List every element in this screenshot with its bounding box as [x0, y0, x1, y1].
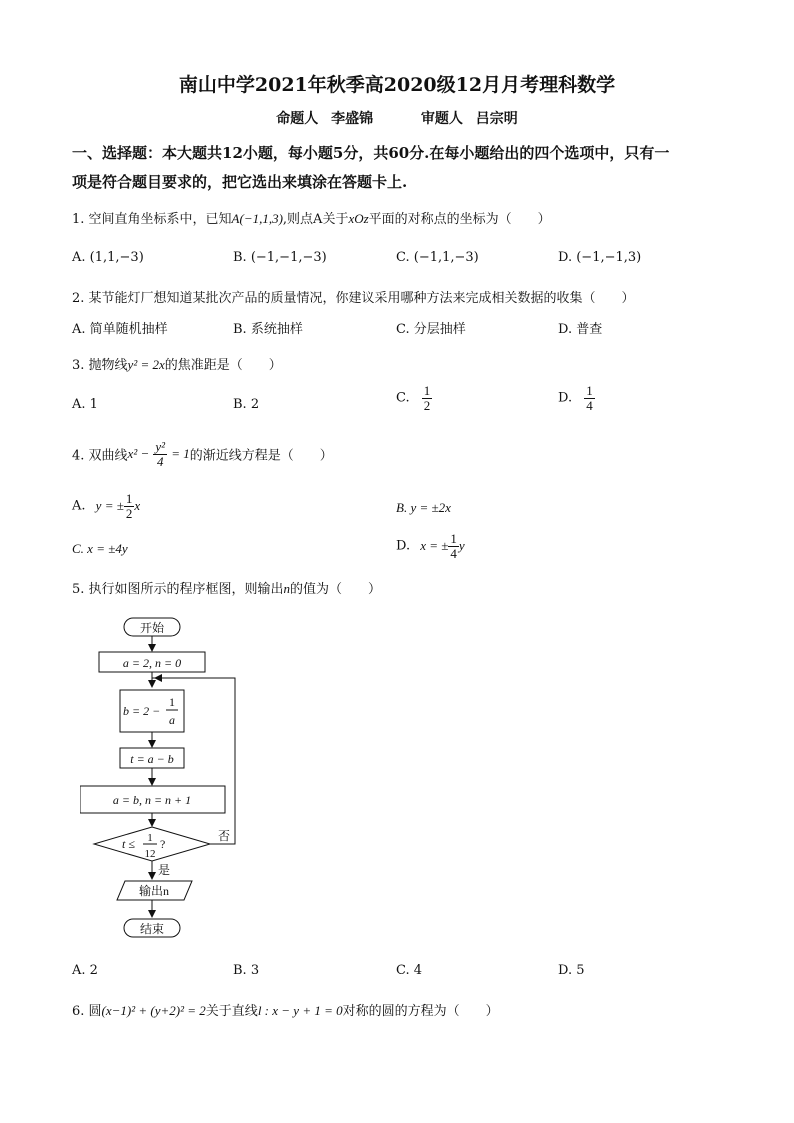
flow-no-label: 否	[218, 829, 231, 843]
flow-b-label: b = 2 −	[123, 704, 161, 718]
question-5-stem: 5. 执行如图所示的程序框图，则输出n的值为（ ）	[72, 581, 382, 597]
question-1-option-d[interactable]: D. (−1,−1,3)	[558, 250, 642, 265]
question-2-option-d[interactable]: D. 普查	[558, 322, 603, 337]
question-4-option-d[interactable]: D. x = ± $\frac{1}{4}$ y	[396, 531, 465, 561]
question-4-option-c[interactable]: C. x = ±4y	[72, 541, 128, 556]
flow-t-label: t = a − b	[130, 752, 174, 766]
question-5-option-d[interactable]: D. 5	[558, 963, 585, 978]
flow-cond-label: t ≤	[122, 837, 135, 851]
question-5-option-a[interactable]: A. 2	[72, 963, 98, 978]
question-2-stem: 2. 某节能灯厂想知道某批次产品的质量情况，你建议采用哪种方法来完成相关数据的收集（ ）	[72, 291, 635, 306]
flow-cond-q: ?	[160, 837, 166, 851]
question-3-stem: 3. 抛物线y² = 2x的焦准距是（ ）	[72, 357, 282, 373]
question-3-option-a[interactable]: A. 1	[72, 397, 98, 412]
flow-b-den: a	[169, 713, 175, 727]
page-title: 南山中学2021年秋季高2020级12月月考理科数学	[178, 74, 616, 96]
question-3-option-b[interactable]: B. 2	[233, 397, 260, 412]
question-1-option-c[interactable]: C. (−1,1,−3)	[396, 250, 479, 265]
question-2-option-b[interactable]: B. 系统抽样	[233, 322, 303, 337]
question-6-stem: 6. 圆(x−1)² + (y+2)² = 2关于直线l : x − y + 1 = 0对称的圆的方程为（ ）	[72, 1003, 499, 1019]
flow-yes-label: 是	[158, 863, 171, 877]
question-2-option-c[interactable]: C. 分层抽样	[396, 322, 466, 337]
flowchart	[80, 610, 260, 945]
authors-line	[0, 108, 794, 128]
reviewer-name: 吕宗明	[475, 111, 518, 127]
flow-init-label: a = 2, n = 0	[122, 656, 182, 670]
question-3-option-d[interactable]: D. $\frac{1}{4}$	[558, 383, 593, 413]
proposer-label: 命题人	[276, 111, 319, 127]
question-5-option-b[interactable]: B. 3	[233, 963, 260, 978]
question-4-option-a[interactable]: A. y = ± $\frac{1}{2}$ x	[72, 491, 141, 521]
question-1-stem: 1. 空间直角坐标系中，已知A(−1,1,3),则点A关于xOz平面的对称点的坐标为（ ）	[72, 211, 551, 227]
instruction-line-2: 项是符合题目要求的，把它选出来填涂在答题卡上.	[72, 173, 408, 191]
question-2-option-a[interactable]: A. 简单随机抽样	[72, 322, 168, 337]
flow-update-label: a = b, n = n + 1	[112, 793, 192, 807]
reviewer-label: 审题人	[420, 111, 463, 127]
flow-cond-num: 1	[147, 832, 153, 844]
question-4-option-b[interactable]: B. y = ±2x	[396, 500, 451, 515]
flow-b-num: 1	[169, 695, 175, 709]
proposer-name: 李盛锦	[331, 111, 374, 127]
question-3-option-c[interactable]: C. $\frac{1}{2}$	[396, 383, 431, 413]
question-5-option-c[interactable]: C. 4	[396, 963, 423, 978]
instruction-line-1: 一、选择题：本大题共12小题，每小题5分，共60分.在每小题给出的四个选项中，只有一	[72, 144, 670, 162]
flow-cond-den: 12	[144, 848, 156, 860]
flow-start-label: 开始	[139, 621, 165, 635]
question-1-option-b[interactable]: B. (−1,−1,−3)	[233, 250, 327, 265]
flow-output-label: 输出n	[138, 884, 170, 898]
flow-end-label: 结束	[139, 922, 165, 936]
question-1-option-a[interactable]: A. (1,1,−3)	[72, 250, 144, 265]
question-4-stem: 4. 双曲线x² − $\frac{\text{y²}}{4}$ = 1的渐近线方程是（ ）	[72, 439, 333, 469]
